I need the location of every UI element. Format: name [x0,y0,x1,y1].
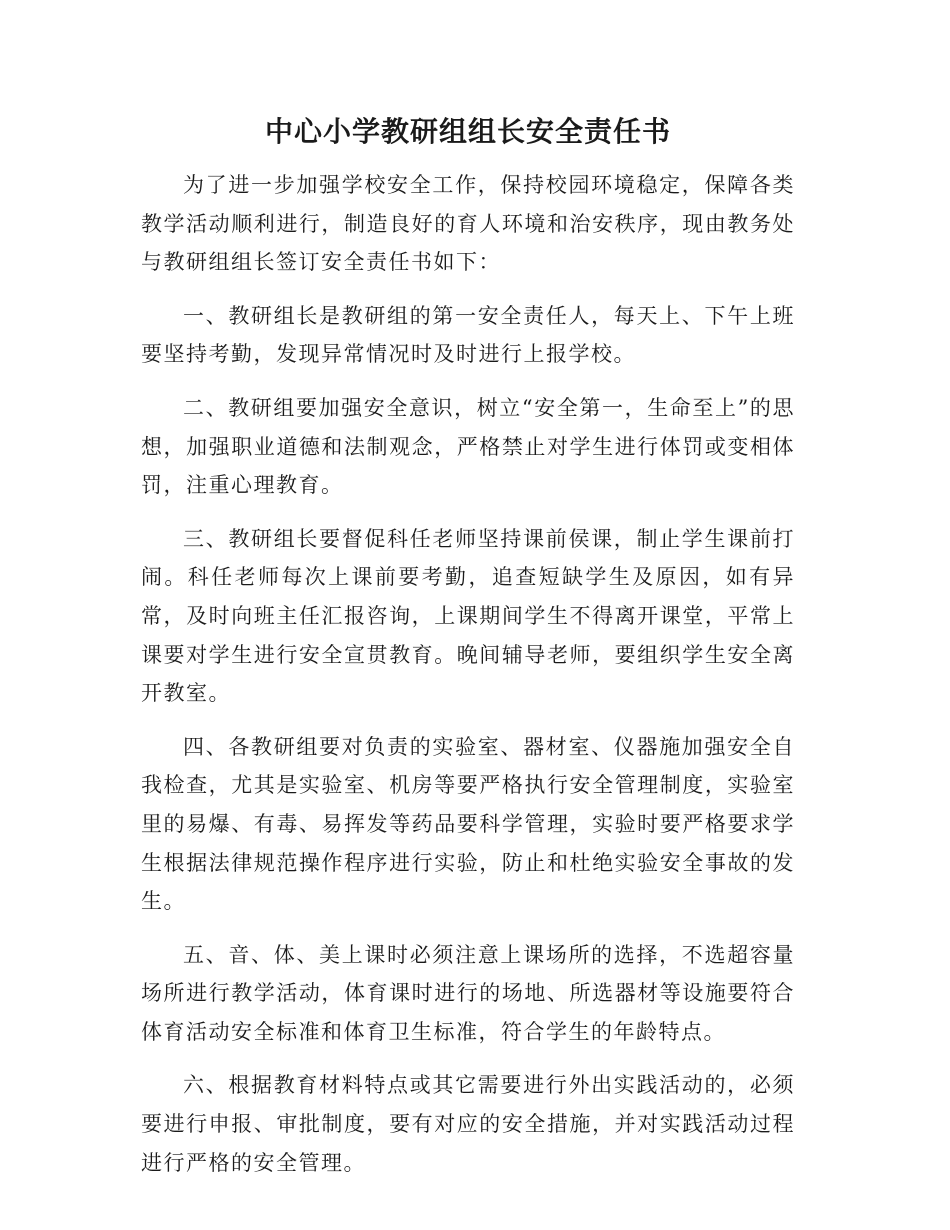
clause-6-paragraph: 六、根据教育材料特点或其它需要进行外出实践活动的，必须要进行申报、审批制度，要有对应的安全措施，并对实践活动过程进行严格的安全管理。 [141,1073,795,1175]
intro-paragraph: 为了进一步加强学校安全工作，保持校园环境稳定，保障各类教学活动顺利进行，制造良好的育人环境和治安秩序，现由教务处与教研组组长签订安全责任书如下： [141,173,795,275]
clause-2-paragraph: 二、教研组要加强安全意识，树立“安全第一，生命至上”的思想，加强职业道德和法制观念，严格禁止对学生进行体罚或变相体罚，注重心理教育。 [141,395,795,498]
document-page [141,112,795,1197]
clause-3-paragraph: 三、教研组长要督促科任老师坚持课前侯课，制止学生课前打闹。科任老师每次上课前要考勤，追查短缺学生及原因，如有异常，及时向班主任汇报咨询，上课期间学生不得离开课堂，平常上课要对学生进行安全宣贯教育。晚间辅导老师，要组织学生安全离开教室。 [141,526,795,706]
clause-4-paragraph: 四、各教研组要对负责的实验室、器材室、仪器施加强安全自我检查，尤其是实验室、机房等要严格执行安全管理制度，实验室里的易爆、有毒、易挥发等药品要科学管理，实验时要严格要求学生根据法律规范操作程序进行实验，防止和杜绝实验安全事故的发生。 [141,734,795,914]
clause-5-paragraph: 五、音、体、美上课时必须注意上课场所的选择，不选超容量场所进行教学活动，体育课时进行的场地、所选器材等设施要符合体育活动安全标准和体育卫生标准，符合学生的年龄特点。 [141,942,795,1044]
clause-1-paragraph: 一、教研组长是教研组的第一安全责任人，每天上、下午上班要坚持考勤，发现异常情况时及时进行上报学校。 [141,303,795,367]
document-title: 中心小学教研组组长安全责任书 [264,115,671,148]
